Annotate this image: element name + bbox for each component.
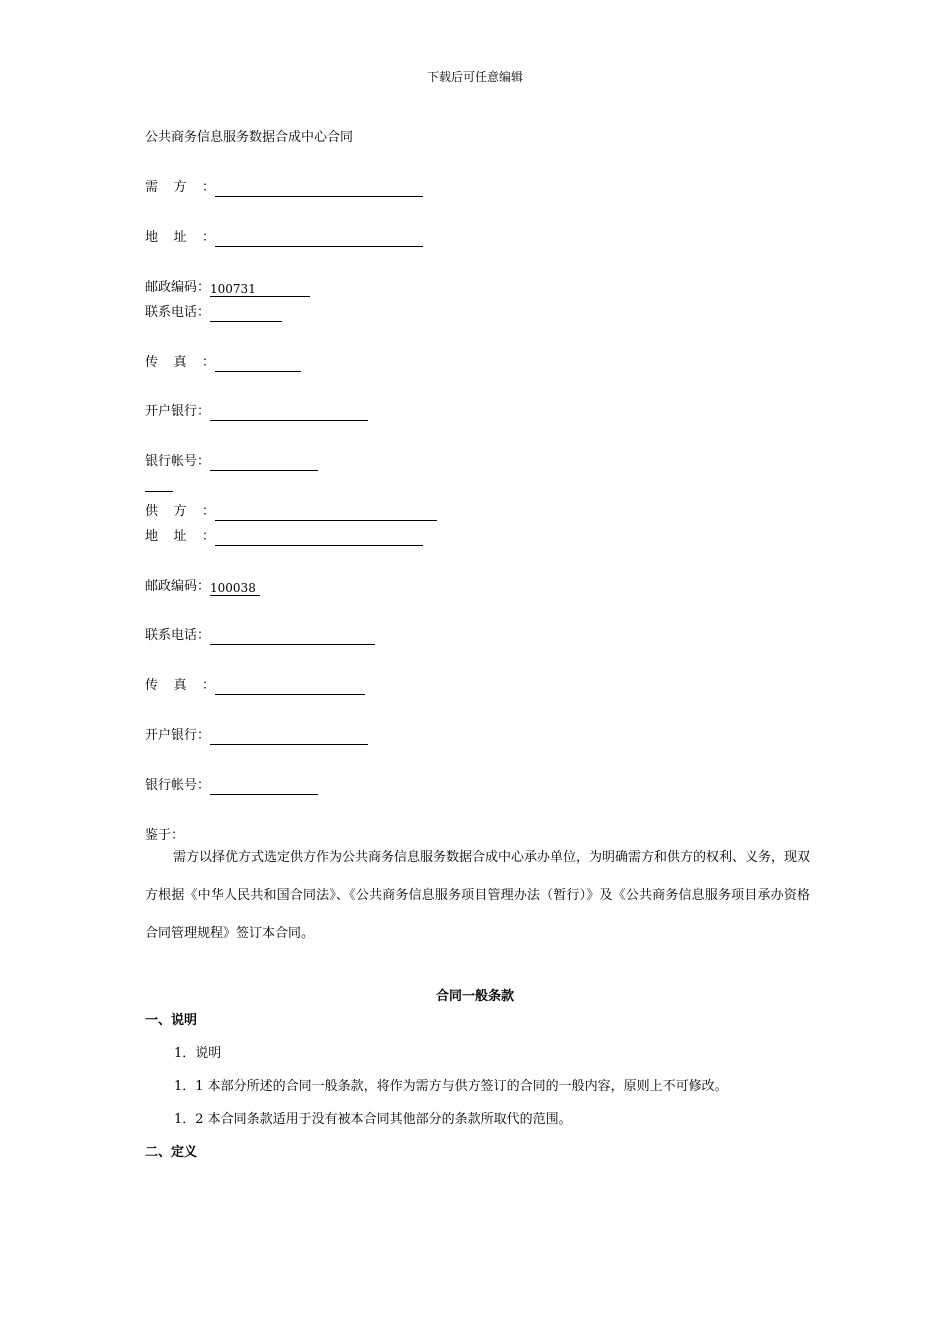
buyer-party-label: 需方： xyxy=(145,180,215,195)
clause-1-2: 1．2 本合同条款适用于没有被本合同其他部分的条款所取代的范围。 xyxy=(174,1112,572,1127)
section-title: 合同一般条款 xyxy=(435,989,514,1004)
supplier-bank-field[interactable] xyxy=(210,730,368,745)
supplier-party-row xyxy=(145,503,437,521)
buyer-account-field[interactable] xyxy=(210,456,318,471)
supplier-postcode-row xyxy=(145,578,260,596)
supplier-postcode-field[interactable]: 100038 xyxy=(210,581,260,596)
supplier-phone-field[interactable] xyxy=(210,630,375,645)
supplier-fax-field[interactable] xyxy=(215,680,365,695)
supplier-party-field[interactable] xyxy=(215,506,437,521)
buyer-bank-row xyxy=(145,403,368,421)
buyer-phone-field[interactable] xyxy=(210,307,282,322)
separator-dash xyxy=(145,491,173,492)
buyer-phone-label: 联系电话： xyxy=(145,305,211,320)
page-header: 下载后可任意编辑 xyxy=(426,70,523,84)
whereas-label: 鉴于： xyxy=(145,828,185,843)
buyer-bank-label: 开户银行： xyxy=(145,404,211,419)
supplier-bank-label: 开户银行： xyxy=(145,728,211,743)
section1-heading: 一、说明 xyxy=(145,1013,198,1028)
buyer-fax-row xyxy=(145,354,301,372)
buyer-address-field[interactable] xyxy=(215,232,423,247)
buyer-fax-label: 传真： xyxy=(145,355,215,370)
buyer-account-row xyxy=(145,453,318,471)
supplier-bank-row xyxy=(145,727,368,745)
supplier-party-label: 供方： xyxy=(145,504,215,519)
buyer-account-label: 银行帐号： xyxy=(145,454,211,469)
section2-heading: 二、定义 xyxy=(145,1145,198,1160)
buyer-address-label: 地址： xyxy=(145,230,215,245)
supplier-phone-row xyxy=(145,627,375,645)
supplier-account-label: 银行帐号： xyxy=(145,778,211,793)
buyer-postcode-label: 邮政编码： xyxy=(145,280,211,295)
buyer-postcode-row xyxy=(145,279,310,297)
supplier-address-row xyxy=(145,528,423,546)
supplier-address-field[interactable] xyxy=(215,531,423,546)
supplier-phone-label: 联系电话： xyxy=(145,628,211,643)
buyer-postcode-field[interactable]: 100731 xyxy=(210,282,310,297)
clause-1: 1．说明 xyxy=(174,1046,222,1061)
buyer-party-field[interactable] xyxy=(215,182,423,197)
supplier-address-label: 地址： xyxy=(145,529,215,544)
supplier-account-field[interactable] xyxy=(210,780,318,795)
clause-1-1: 1．1 本部分所述的合同一般条款，将作为需方与供方签订的合同的一般内容，原则上不可修改。 xyxy=(174,1079,728,1094)
supplier-postcode-label: 邮政编码： xyxy=(145,579,211,594)
supplier-fax-row xyxy=(145,677,365,695)
buyer-phone-row xyxy=(145,304,282,322)
buyer-party-row xyxy=(145,179,423,197)
supplier-account-row xyxy=(145,777,318,795)
supplier-fax-label: 传真： xyxy=(145,678,215,693)
document-title: 公共商务信息服务数据合成中心合同 xyxy=(145,130,354,145)
buyer-address-row xyxy=(145,229,423,247)
buyer-bank-field[interactable] xyxy=(210,406,368,421)
whereas-paragraph: 需方以择优方式选定供方作为公共商务信息服务数据合成中心承办单位，为明确需方和供方的权利、义务，现双方根据《中华人民共和国合同法》、《公共商务信息服务项目管理办法（暂行）》及《公共商务信息服务项目承办资格合同管理规程》签订本合同。 xyxy=(145,850,811,941)
buyer-fax-field[interactable] xyxy=(215,357,301,372)
